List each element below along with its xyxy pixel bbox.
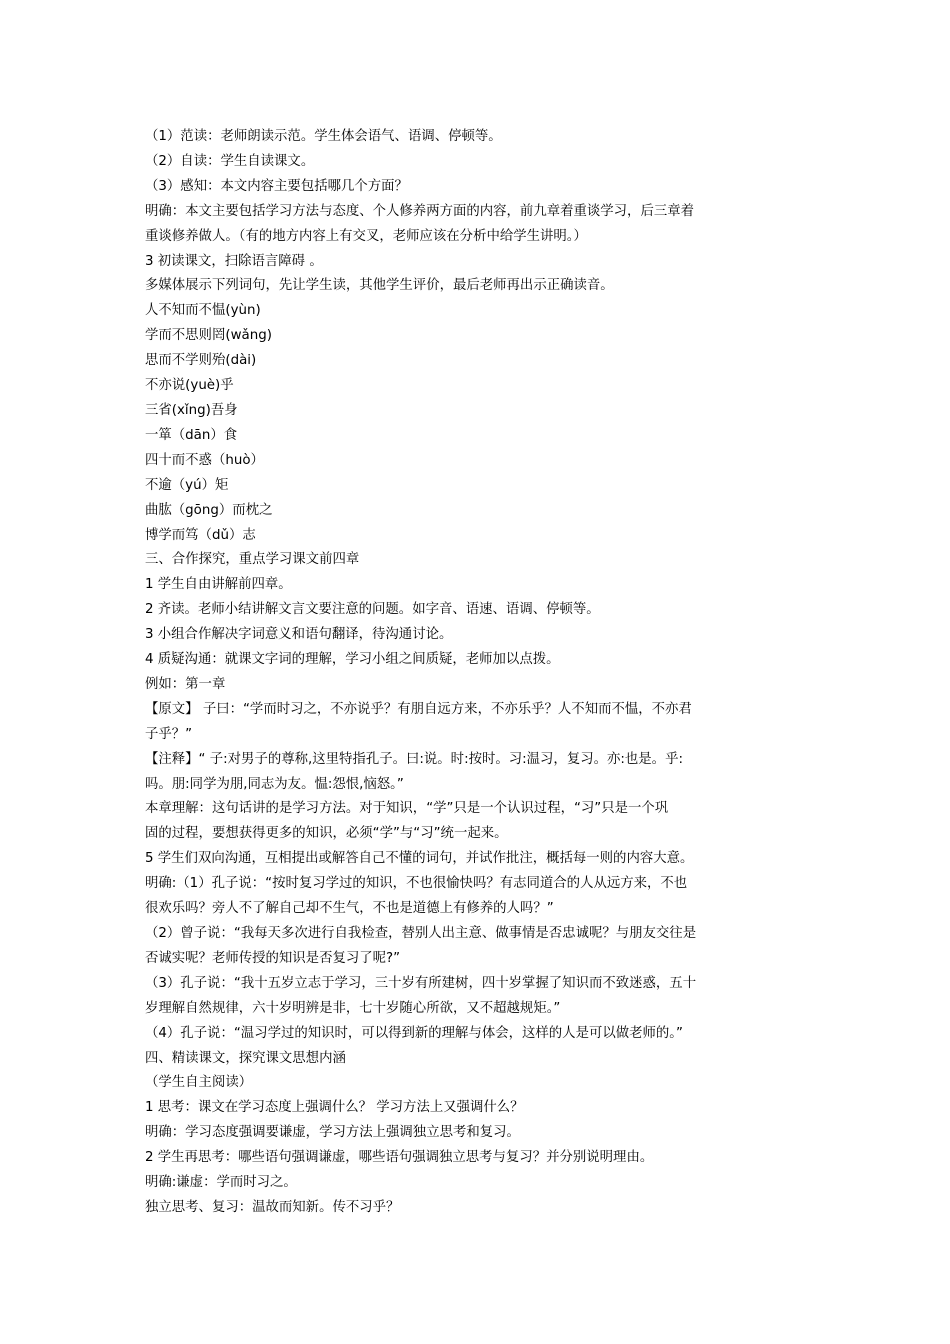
text-line: 很欢乐吗？旁人不了解自己却不生气，不也是道德上有修养的人吗？” bbox=[145, 901, 554, 917]
text-line: （2）曾子说：“我每天多次进行自我检查，替别人出主意、做事情是否忠诚呢？与朋友交往是 bbox=[145, 926, 697, 941]
text-line: 重谈修养做人。（有的地方内容上有交叉，老师应该在分析中给学生讲明。） bbox=[145, 228, 587, 244]
text-line: 明确：本文主要包括学习方法与态度、个人修养两方面的内容，前九章着重谈学习，后三章着 bbox=[145, 203, 695, 219]
text-line: 2 学生再思考：哪些语句强调谦虚，哪些语句强调独立思考与复习？并分别说明理由。 bbox=[145, 1150, 654, 1166]
vocab-item: 博学而笃（dǔ）志 bbox=[145, 527, 256, 543]
text-line: 明确:（1）孔子说：“按时复习学过的知识，不也很愉快吗？有志同道合的人从远方来，不也 bbox=[145, 876, 688, 892]
text-line: 1 学生自由讲解前四章。 bbox=[145, 577, 292, 593]
vocab-item: 思而不学则殆(dài) bbox=[145, 353, 257, 369]
text-line: 多媒体展示下列词句，先让学生读，其他学生评价，最后老师再出示正确读音。 bbox=[145, 278, 614, 294]
vocab-item: 四十而不惑（huò） bbox=[145, 452, 264, 468]
text-line: （2）自读：学生自读课文。 bbox=[145, 153, 315, 169]
text-line: 2 齐读。老师小结讲解文言文要注意的问题。如字音、语速、语调、停顿等。 bbox=[145, 602, 600, 618]
vocab-item: 学而不思则罔(wǎng) bbox=[145, 328, 272, 344]
vocab-item: 曲肱（gōng）而枕之 bbox=[145, 502, 273, 518]
text-line: 本章理解：这句话讲的是学习方法。对于知识，“学”只是一个认识过程，“习”只是一个巩 bbox=[145, 801, 669, 817]
vocab-item: 三省(xǐng)吾身 bbox=[145, 402, 238, 418]
text-line: 否诚实呢？老师传授的知识是否复习了呢?” bbox=[145, 950, 401, 966]
text-line: （1）范读：老师朗读示范。学生体会语气、语调、停顿等。 bbox=[145, 129, 502, 144]
text-line: 5 学生们双向沟通，互相提出或解答自己不懂的词句，并试作批注，概括每一则的内容大意。 bbox=[145, 851, 694, 867]
text-line: 明确：学习态度强调要谦虚，学习方法上强调独立思考和复习。 bbox=[145, 1125, 520, 1141]
text-line: 4 质疑沟通：就课文字词的理解，学习小组之间质疑，老师加以点拨。 bbox=[145, 652, 560, 668]
vocab-item: 一箪（dān）食 bbox=[145, 427, 238, 443]
vocab-item: 不亦说(yuè)乎 bbox=[145, 378, 234, 394]
text-line: 固的过程，要想获得更多的知识，必须“学”与“习”统一起来。 bbox=[145, 826, 508, 842]
text-line: 岁理解自然规律，六十岁明辨是非，七十岁随心所欲，又不超越规矩。” bbox=[145, 1000, 561, 1016]
vocab-item: 人不知而不愠(yùn) bbox=[145, 303, 261, 319]
text-line: 例如：第一章 bbox=[145, 676, 226, 692]
section-heading: 四、精读课文，探究课文思想内涵 bbox=[145, 1050, 346, 1066]
text-line: （学生自主阅读） bbox=[145, 1075, 253, 1091]
text-line: （4）孔子说：“温习学过的知识时，可以得到新的理解与体会，这样的人是可以做老师的。” bbox=[145, 1025, 683, 1041]
annotation-line: 吗。朋:同学为朋,同志为友。愠:怨恨,恼怒。” bbox=[145, 776, 404, 792]
vocab-item: 不逾（yú）矩 bbox=[145, 477, 229, 493]
text-line: （3）孔子说：“我十五岁立志于学习，三十岁有所建树，四十岁掌握了知识而不致迷惑，五十 bbox=[145, 975, 697, 991]
text-line: 3 小组合作解决字词意义和语句翻译，待沟通讨论。 bbox=[145, 627, 453, 643]
text-line: 独立思考、复习：温故而知新。传不习乎？ bbox=[145, 1199, 400, 1215]
text-line: 明确:谦虚：学而时习之。 bbox=[145, 1175, 297, 1191]
text-line: 1 思考：课文在学习态度上强调什么？ 学习方法上又强调什么？ bbox=[145, 1100, 524, 1116]
annotation-line: 【注释】“ 子:对男子的尊称,这里特指孔子。曰:说。时:按时。习:温习，复习。亦:也是。乎: bbox=[145, 751, 683, 767]
document-body bbox=[145, 125, 817, 1221]
text-line: （3）感知：本文内容主要包括哪几个方面？ bbox=[145, 178, 408, 194]
original-text-line: 子乎？” bbox=[145, 726, 193, 742]
original-text-line: 【原文】 子曰：“学而时习之，不亦说乎？有朋自远方来，不亦乐乎？人不知而不愠，不亦君 bbox=[145, 701, 692, 717]
section-heading: 3 初读课文，扫除语言障碍 。 bbox=[145, 253, 323, 269]
section-heading: 三、合作探究，重点学习课文前四章 bbox=[145, 552, 360, 568]
